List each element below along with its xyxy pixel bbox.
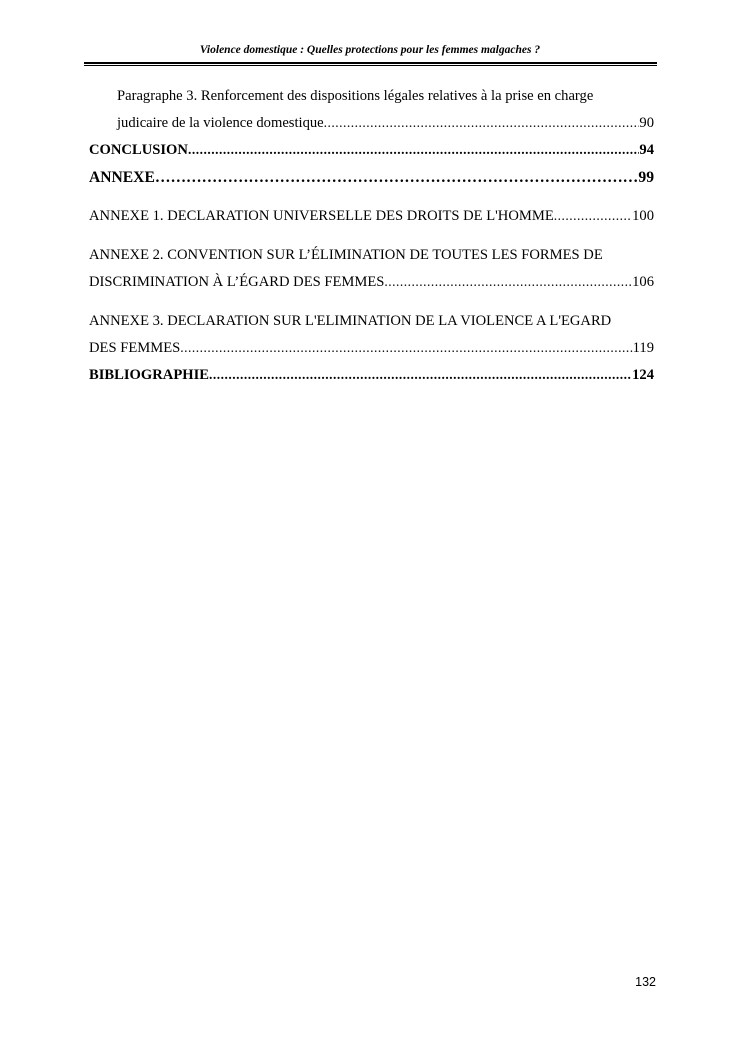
toc-entry-text: CONCLUSION [89, 142, 188, 158]
toc-entry-text: BIBLIOGRAPHIE [89, 367, 210, 383]
toc-entry-annexe[interactable] [89, 169, 654, 196]
toc-entry-annexe2-line2[interactable] [89, 274, 654, 301]
toc-page-number: 106 [632, 274, 654, 290]
toc-page-number: 90 [639, 115, 654, 131]
dot-leader [384, 274, 632, 290]
table-of-contents [89, 88, 654, 394]
toc-entry-text: ANNEXE 1. DECLARATION UNIVERSELLE DES DROITS DE L'HOMME [89, 208, 554, 224]
toc-entry-text: ANNEXE 2. CONVENTION SUR L’ÉLIMINATION DE TOUTES LES FORMES DE [89, 247, 603, 263]
dot-leader [209, 367, 632, 383]
toc-entry-text: ANNEXE 3. DECLARATION SUR L'ELIMINATION DE LA VIOLENCE A L'EGARD [89, 313, 612, 329]
dot-leader [324, 115, 640, 131]
toc-entry-paragraphe3-line1 [89, 88, 654, 115]
toc-page-number: 100 [632, 208, 654, 224]
toc-entry-text: DISCRIMINATION À L’ÉGARD DES FEMMES [89, 274, 385, 290]
header-rule-thin [84, 65, 657, 66]
running-header: Violence domestique : Quelles protections pour les femmes malgaches ? [199, 44, 541, 56]
toc-entry-text: judicaire de la violence domestique [117, 115, 324, 131]
toc-page-number: 119 [632, 340, 654, 356]
toc-page-number: 124 [632, 367, 654, 383]
toc-entry-annexe3-line2[interactable] [89, 340, 654, 367]
dot-leader [180, 340, 632, 356]
dot-leader [155, 169, 639, 187]
dot-leader [188, 142, 639, 158]
toc-entry-text: ANNEXE [89, 169, 155, 186]
toc-page-number: 99 [638, 169, 654, 186]
toc-entry-text: DES FEMMES [89, 340, 181, 356]
toc-entry-annexe2-line1 [89, 247, 654, 274]
toc-page-number: 94 [639, 142, 654, 158]
page-number: 132 [635, 975, 656, 989]
toc-entry-conclusion[interactable] [89, 142, 654, 169]
dot-leader [554, 208, 632, 224]
toc-entry-paragraphe3-line2[interactable] [89, 115, 654, 142]
toc-entry-annexe3-line1 [89, 313, 654, 340]
toc-entry-annexe1[interactable] [89, 208, 654, 235]
toc-entry-text: Paragraphe 3. Renforcement des dispositions légales relatives à la prise en charge [117, 88, 594, 104]
header-rule-thick [84, 62, 657, 64]
toc-entry-bibliographie[interactable] [89, 367, 654, 394]
